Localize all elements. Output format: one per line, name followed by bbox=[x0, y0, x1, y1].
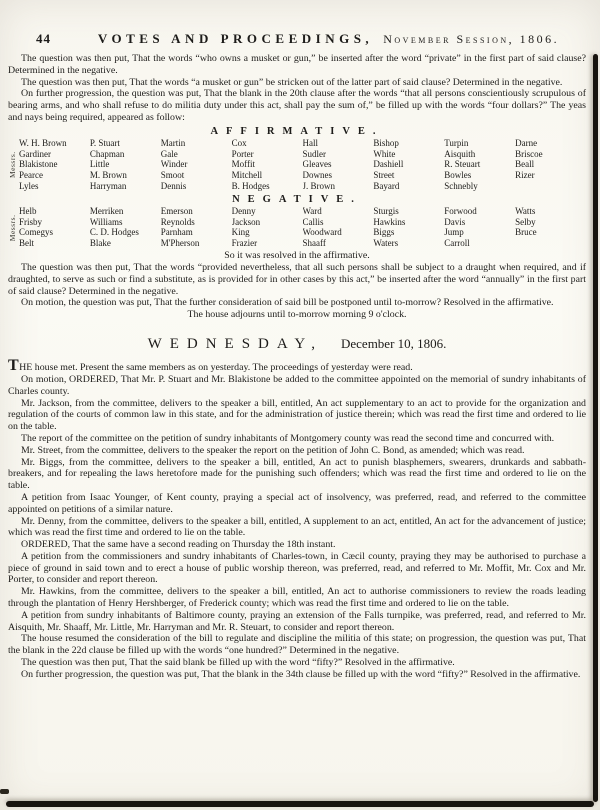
member-name: P. Stuart bbox=[89, 137, 120, 148]
negative-column-7 bbox=[444, 206, 515, 249]
member-name: Helb bbox=[19, 205, 37, 216]
member-name: Comegys bbox=[19, 227, 54, 238]
wednesday-paragraphs bbox=[8, 374, 586, 681]
paragraph: The question was then put, That the words “who owns a musket or gun,” be inserted after the word “private” in the first part of said clause? Determined in the negative. bbox=[8, 53, 586, 76]
member-name: Hawkins bbox=[373, 216, 406, 227]
page-title bbox=[73, 30, 584, 48]
member-name: Waters bbox=[373, 238, 399, 249]
paragraph: Mr. Denny, from the committee, delivers to the speaker a bill, entitled, A supplement to an act, entitled, An act for the advancement of justice; which was read the first time and ordered to lie on the table. bbox=[8, 515, 586, 539]
day-heading bbox=[8, 328, 586, 355]
resolution-line: So it was resolved in the affirmative. bbox=[224, 249, 370, 261]
negative-column-3 bbox=[161, 206, 232, 249]
member-name: Davis bbox=[444, 216, 466, 227]
member-name: Bruce bbox=[515, 227, 537, 238]
member-name: Reynolds bbox=[160, 216, 195, 227]
negative-column-5 bbox=[303, 206, 374, 249]
member-name: Bayard bbox=[373, 180, 400, 191]
member-name: Sturgis bbox=[373, 205, 399, 216]
member-name: Dashiell bbox=[373, 159, 404, 170]
member-name: C. D. Hodges bbox=[89, 227, 139, 238]
member-name: White bbox=[373, 148, 396, 159]
affirmative-column-7 bbox=[444, 138, 515, 192]
member-name: Belt bbox=[19, 238, 34, 249]
affirmative-column-4 bbox=[232, 138, 303, 192]
member-name: Williams bbox=[89, 216, 123, 227]
affirmative-column-5 bbox=[303, 138, 374, 192]
opening-paragraph bbox=[8, 357, 586, 375]
adjournment-line: The house adjourns until to-morrow morning 9 o'clock. bbox=[187, 309, 407, 321]
paragraph: Mr. Hawkins, from the committee, delivers to the speaker a bill, entitled, An act to authorise commissioners to review the roads leading through the plantation of Henry Hershberger, of Frederick county; which was read the first time and ordered to lie on the table. bbox=[8, 586, 586, 610]
member-name: Martin bbox=[160, 137, 186, 148]
affirmative-table bbox=[8, 138, 586, 192]
affirmative-column-6 bbox=[373, 138, 444, 192]
paragraph: Mr. Biggs, from the committee, delivers to the speaker a bill, entitled, An act to punish blasphemers, swearers, drunkards and sabbath-breakers, and for repealing the laws heretofore made for the punishing such offenders; which was read the first time and ordered to lie on the table. bbox=[8, 456, 586, 492]
page-edge-shadow-bottom bbox=[6, 801, 594, 807]
member-name: Moffit bbox=[231, 159, 255, 170]
member-name: Watts bbox=[515, 205, 536, 216]
negative-column-8 bbox=[515, 206, 586, 249]
member-name: Ward bbox=[302, 205, 322, 216]
member-name: Turpin bbox=[444, 137, 469, 148]
page-title-session: November Session, 1806. bbox=[383, 32, 560, 46]
member-name: Smoot bbox=[160, 170, 185, 181]
day-heading-name: WEDNESDAY, bbox=[147, 336, 323, 353]
member-name: Callis bbox=[302, 216, 324, 227]
paragraph: On further progression, the question was put, That the blank in the 34th clause be filled up with the word “fifty?” Resolved in the affirmative. bbox=[21, 668, 581, 680]
member-name: Denny bbox=[231, 205, 256, 216]
paragraph: The report of the committee on the petition of sundry inhabitants of Montgomery county was read the second time and concurred with. bbox=[21, 432, 555, 444]
paragraph: A petition from the commissioners and sundry inhabitants of Charles-town, in Cæcil county, praying they may be authorised to purchase a piece of ground in said town and to erect a house of public worship thereon, was preferred, read, and referred to Mr. Moffit, Mr. Cox and Mr. Porter, to consider and report thereon. bbox=[8, 550, 586, 586]
member-name: Rizer bbox=[515, 170, 535, 181]
member-name: Jackson bbox=[231, 216, 261, 227]
member-name: Beall bbox=[515, 159, 535, 170]
paragraph: Mr. Street, from the committee, delivers to the speaker the report on the petition of John C. Bond, as amended; which was read. bbox=[21, 444, 525, 456]
page-edge-mark-left bbox=[0, 789, 9, 794]
member-name: Bowles bbox=[444, 170, 472, 181]
member-name: Lyles bbox=[19, 180, 39, 191]
member-name: M'Pherson bbox=[160, 238, 200, 249]
negative-heading: NEGATIVE. bbox=[232, 193, 362, 205]
day-heading-date: December 10, 1806. bbox=[341, 336, 447, 352]
member-name: Porter bbox=[231, 148, 254, 159]
member-name: Frisby bbox=[19, 216, 43, 227]
member-name: M. Brown bbox=[89, 170, 127, 181]
paragraph: ORDERED, That the same have a second reading on Thursday the 18th instant. bbox=[21, 539, 336, 551]
negative-table bbox=[8, 206, 586, 249]
post-vote-paragraphs bbox=[8, 262, 586, 309]
member-name: Gleaves bbox=[302, 159, 332, 170]
affirmative-column-2 bbox=[90, 138, 161, 192]
paragraph: The question was then put, That the words “a musket or gun” be stricken out of the latter part of said clause? Determined in the negative. bbox=[21, 76, 563, 88]
member-name: Hall bbox=[302, 137, 318, 148]
member-name: Emerson bbox=[160, 205, 193, 216]
member-name: Gale bbox=[160, 148, 178, 159]
affirmative-heading: AFFIRMATIVE. bbox=[210, 125, 384, 137]
member-name: Darne bbox=[515, 137, 538, 148]
member-name: Parnham bbox=[160, 227, 193, 238]
affirmative-column-8 bbox=[515, 138, 586, 192]
page-header bbox=[36, 30, 584, 48]
member-name: Pearce bbox=[19, 170, 43, 181]
paragraph: On further progression, the question was put, That the blank in the 20th clause after the words “that all persons conscientiously scrupulous of bearing arms, and who shall refuse to do militia duty under this act, shall pay the sum of,” be filled up with the words “four dollars?” The yeas and nays being required, appeared as follow: bbox=[8, 88, 586, 123]
paragraph: The question was then put, That the words “provided nevertheless, that all such persons shall be subject to a draught when required, and if draughted, to serve as such or find a substitute, as is provided for in other cases by this act,” be inserted after the word “annually” in the first part of said clause? Determined in the negative. bbox=[8, 261, 586, 297]
paragraph: The question was then put, That the said blank be filled up with the word “fifty?” Resolved in the affirmative. bbox=[21, 657, 455, 669]
member-name: Harryman bbox=[89, 180, 127, 191]
member-name: Bishop bbox=[373, 137, 399, 148]
paragraph: On motion, ORDERED, That Mr. P. Stuart and Mr. Blakistone be added to the committee appointed on the memorial of sundry inhabitants of Charles county. bbox=[8, 373, 586, 397]
negative-column-6 bbox=[373, 206, 444, 249]
document-body bbox=[8, 53, 586, 681]
member-name: Biggs bbox=[373, 227, 395, 238]
member-name: Blake bbox=[89, 238, 111, 249]
member-name: Selby bbox=[515, 216, 536, 227]
paragraph: Mr. Jackson, from the committee, delivers to the speaker a bill, entitled, An act supplementary to an act to provide for the organization and regulation of the courts of common law in this state, and for the administration of justice therein; which was read the first time and ordered to lie on the table. bbox=[8, 397, 586, 433]
member-name: Winder bbox=[160, 159, 188, 170]
member-name: King bbox=[231, 227, 250, 238]
member-name: Woodward bbox=[302, 227, 342, 238]
member-name: Briscoe bbox=[515, 148, 543, 159]
member-name: Cox bbox=[231, 137, 247, 148]
member-name: W. H. Brown bbox=[19, 137, 67, 148]
messrs-label-affirmative: Messrs. bbox=[8, 151, 17, 179]
member-name: Downes bbox=[302, 170, 332, 181]
paragraph: The house resumed the consideration of the bill to regulate and discipline the militia of this state; on progression, the question was put, That the blank in the 22d clause be filled up with the words “one hundred?” Determined in the negative. bbox=[8, 633, 586, 657]
member-name: Dennis bbox=[160, 180, 187, 191]
pre-vote-paragraphs bbox=[8, 53, 586, 124]
member-name: Blakistone bbox=[19, 159, 58, 170]
member-name: Carroll bbox=[444, 238, 470, 249]
negative-column-1 bbox=[19, 206, 90, 249]
member-name: Frazier bbox=[231, 238, 258, 249]
member-name: Shaaff bbox=[302, 238, 326, 249]
member-name: Forwood bbox=[444, 205, 477, 216]
messrs-label-negative: Messrs. bbox=[8, 214, 17, 241]
member-name: J. Brown bbox=[302, 180, 336, 191]
member-name: Jump bbox=[444, 227, 464, 238]
opening-drop-cap: T bbox=[8, 357, 20, 375]
page-title-main: VOTES AND PROCEEDINGS, bbox=[97, 31, 374, 46]
member-name: R. Steuart bbox=[444, 159, 481, 170]
member-name: B. Hodges bbox=[231, 180, 270, 191]
member-name: Aisquith bbox=[444, 148, 476, 159]
paragraph: On motion, the question was put, That the further consideration of said bill be postponed until to-morrow? Resolved in the affirmative. bbox=[21, 297, 554, 309]
negative-column-2 bbox=[90, 206, 161, 249]
member-name: Little bbox=[89, 159, 110, 170]
opening-text: HE house met. Present the same members as on yesterday. The proceedings of yesterday were read. bbox=[19, 362, 413, 374]
negative-column-4 bbox=[232, 206, 303, 249]
member-name: Merriken bbox=[89, 205, 124, 216]
member-name: Mitchell bbox=[231, 170, 263, 181]
member-name: Sudler bbox=[302, 148, 326, 159]
member-name: Street bbox=[373, 170, 395, 181]
page-edge-shadow-right bbox=[593, 54, 598, 802]
affirmative-column-1 bbox=[19, 138, 90, 192]
member-name: Chapman bbox=[89, 148, 125, 159]
member-name: Gardiner bbox=[19, 148, 51, 159]
paragraph: A petition from sundry inhabitants of Baltimore county, praying an extension of the Falls turnpike, was preferred, read, and referred to Mr. Aisquith, Mr. Shaaff, Mr. Little, Mr. Harryman and Mr. R. Steuart, to consider and report thereon. bbox=[8, 609, 586, 633]
page-number: 44 bbox=[36, 31, 51, 46]
member-name: Schnebly bbox=[444, 180, 478, 191]
paragraph: A petition from Isaac Younger, of Kent county, praying a special act of insolvency, was preferred, read, and referred to the committee appointed on petitions of a similar nature. bbox=[8, 491, 586, 515]
affirmative-column-3 bbox=[161, 138, 232, 192]
